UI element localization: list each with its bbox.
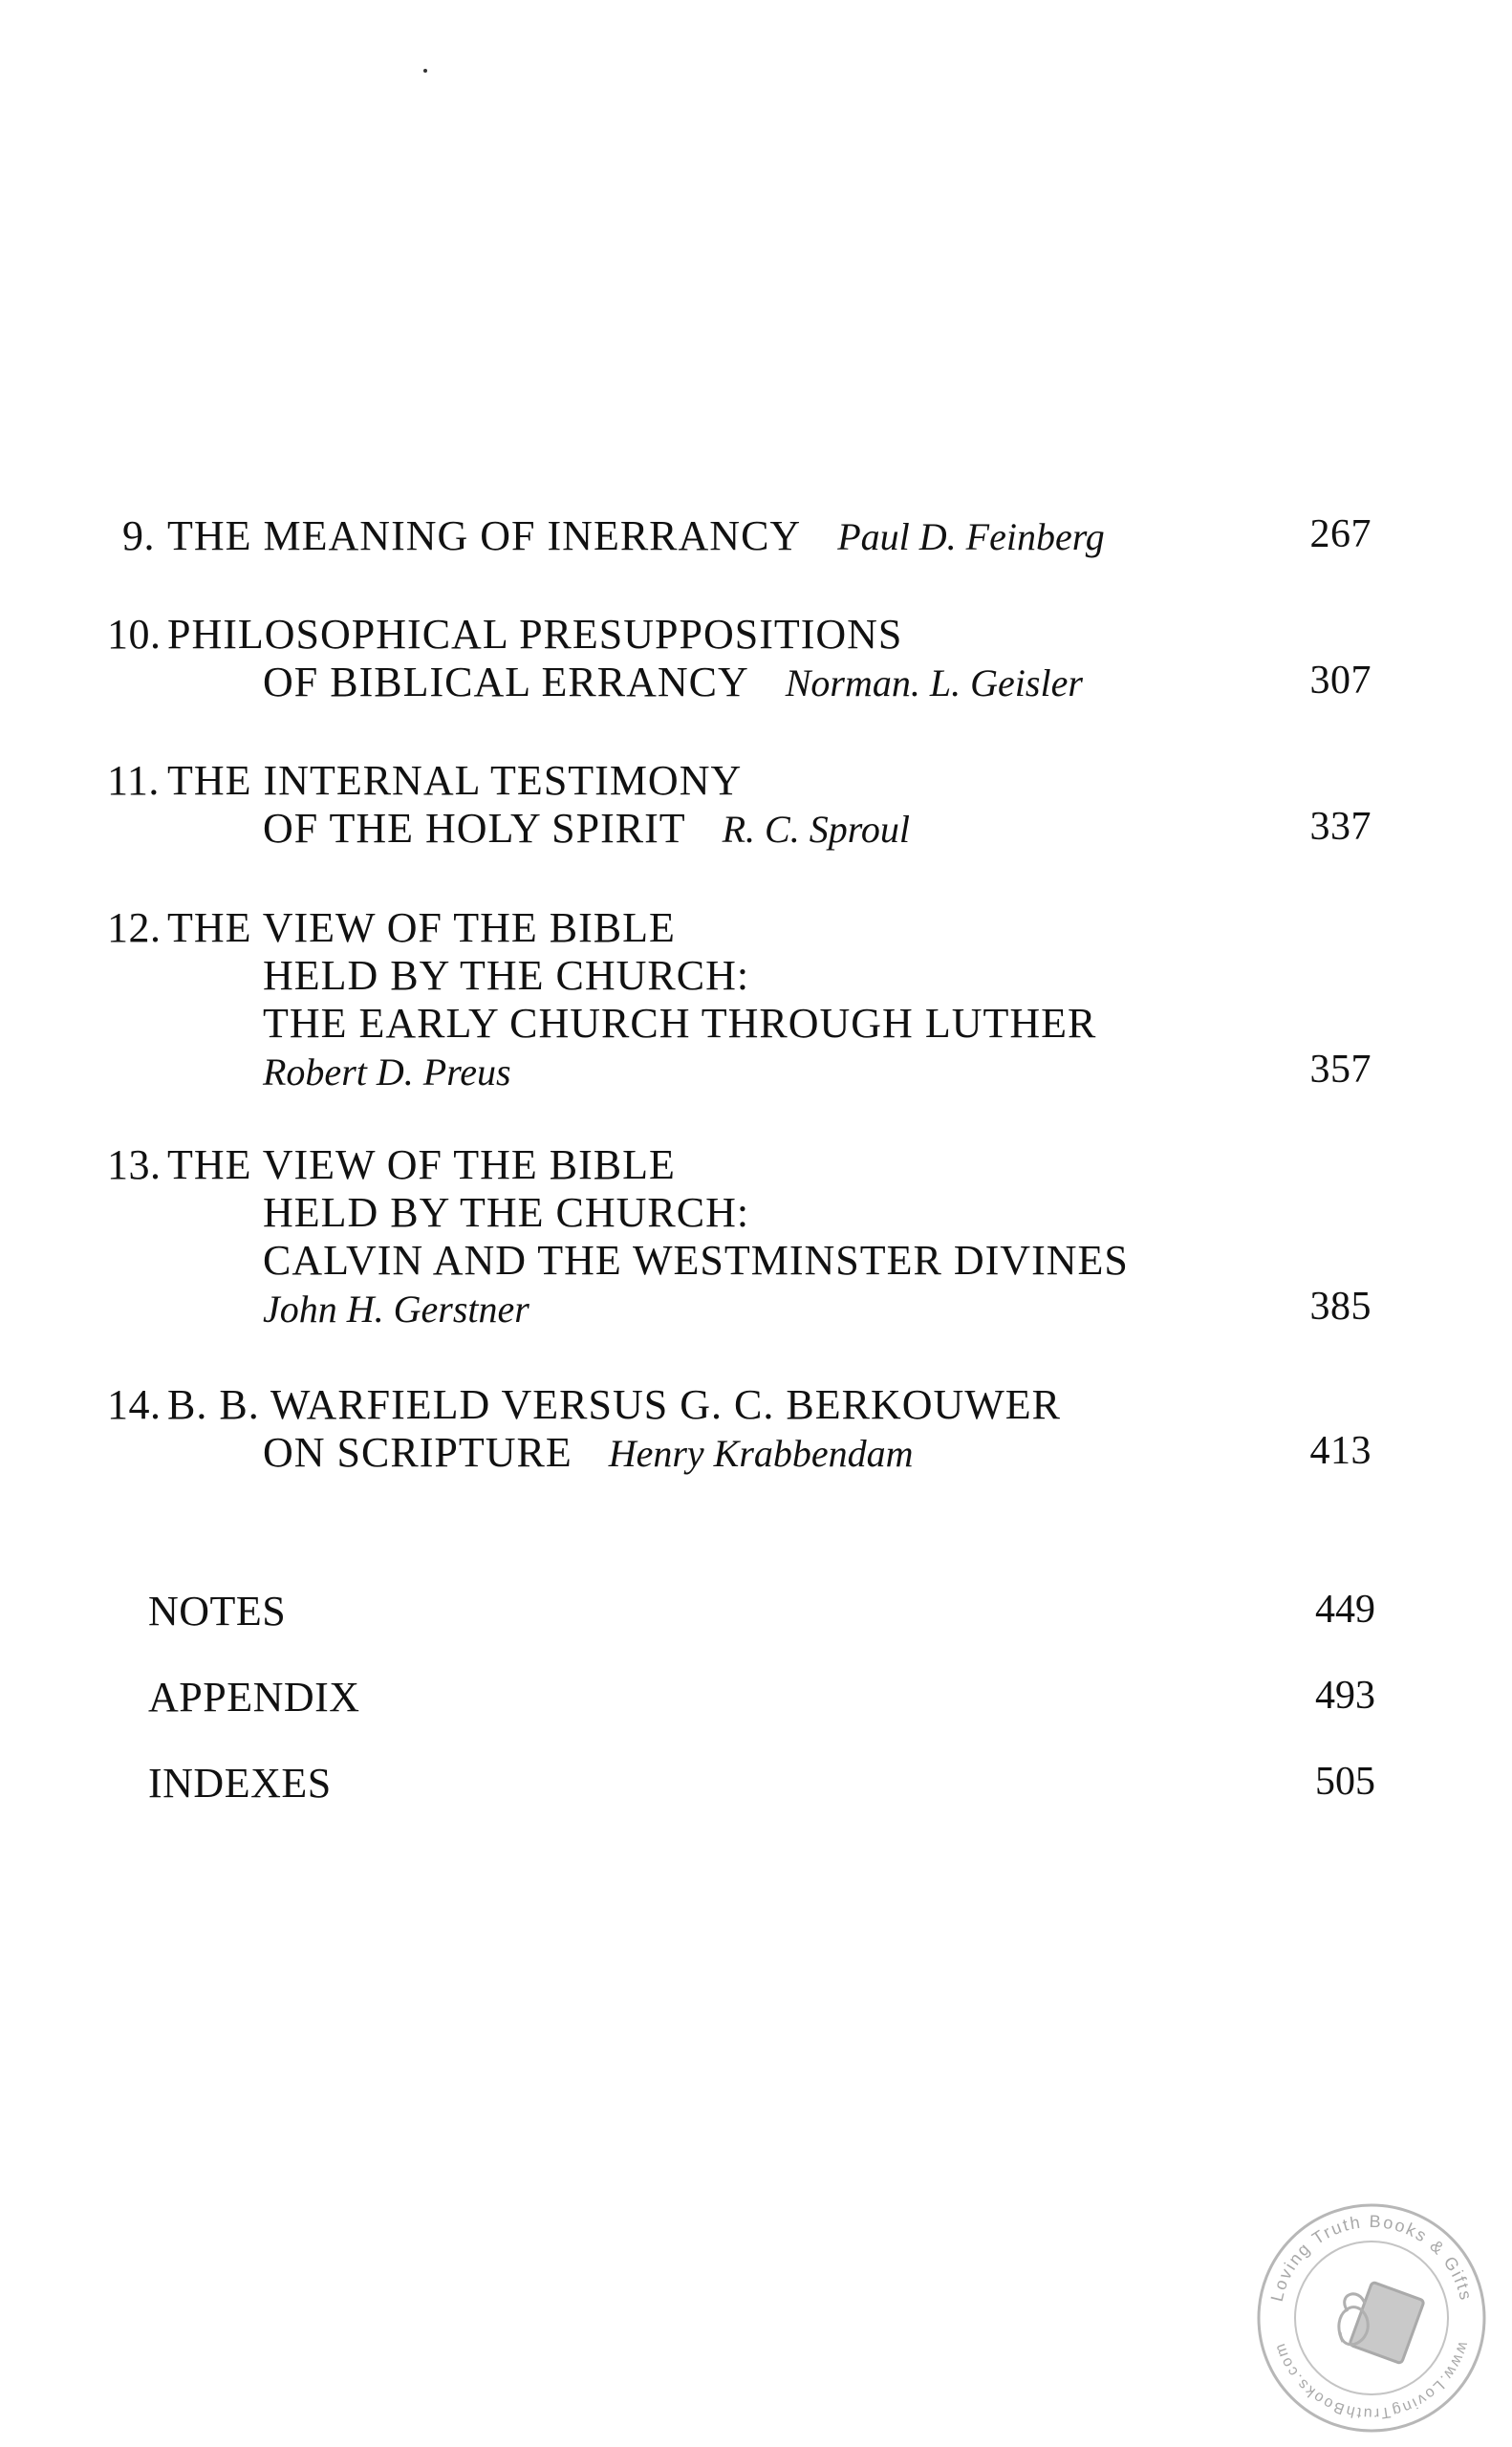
chapter-title-line <box>263 658 1083 706</box>
chapter-page-number: 413 <box>1309 1429 1372 1473</box>
chapter-author: R. C. Sproul <box>722 808 910 851</box>
back-matter-label: APPENDIX <box>148 1674 360 1721</box>
chapter-title-text: THE MEANING OF INERRANCY <box>167 512 802 559</box>
chapter-page-number: 337 <box>1309 805 1372 849</box>
chapter-title-line: THE VIEW OF THE BIBLE <box>167 904 676 951</box>
chapter-title-line: THE INTERNAL TESTIMONY <box>167 757 743 804</box>
chapter-author: Robert D. Preus <box>263 1050 511 1094</box>
chapter-number: 11. <box>107 757 160 804</box>
back-matter-page: 449 <box>1315 1588 1375 1632</box>
back-matter-page: 493 <box>1315 1674 1375 1718</box>
chapter-title-line: THE EARLY CHURCH THROUGH LUTHER <box>263 1000 1097 1047</box>
chapter-title-line: THE VIEW OF THE BIBLE <box>167 1141 676 1188</box>
chapter-page-number: 267 <box>1309 512 1372 556</box>
chapter-author: Norman. L. Geisler <box>785 661 1083 704</box>
chapter-author-line <box>263 1284 529 1332</box>
chapter-title-line: HELD BY THE CHURCH: <box>263 1189 750 1236</box>
speck <box>423 69 427 73</box>
back-matter-page: 505 <box>1315 1760 1375 1804</box>
chapter-author: Paul D. Feinberg <box>837 515 1105 558</box>
chapter-page-number: 385 <box>1309 1285 1372 1329</box>
gift-book-icon <box>1339 2282 1424 2364</box>
chapter-number: 9. <box>122 512 155 559</box>
back-matter-label: NOTES <box>148 1588 287 1635</box>
chapter-author-line <box>263 1047 511 1095</box>
chapter-number: 14. <box>107 1381 162 1428</box>
chapter-author: John H. Gerstner <box>263 1288 529 1331</box>
stamp-top-text: Loving Truth Books & Gifts <box>1266 2211 1477 2304</box>
back-matter-label: INDEXES <box>148 1760 332 1807</box>
chapter-title-line: PHILOSOPHICAL PRESUPPOSITIONS <box>167 611 903 658</box>
chapter-title-line <box>263 1428 914 1477</box>
stamp-side-text: www.LovingTruthBooks.com <box>1271 2339 1472 2422</box>
chapter-author: Henry Krabbendam <box>608 1432 914 1475</box>
chapter-title-line <box>263 804 910 853</box>
chapter-number: 12. <box>107 904 162 951</box>
chapter-title-text: OF BIBLICAL ERRANCY <box>263 659 749 705</box>
watermark-stamp <box>1252 2198 1491 2437</box>
chapter-page-number: 307 <box>1309 659 1372 703</box>
chapter-number: 10. <box>107 611 162 658</box>
chapter-title-line: CALVIN AND THE WESTMINSTER DIVINES <box>263 1237 1129 1284</box>
chapter-title-line: B. B. WARFIELD VERSUS G. C. BERKOUWER <box>167 1381 1062 1428</box>
chapter-number: 13. <box>107 1141 162 1188</box>
chapter-title-text: OF THE HOLY SPIRIT <box>263 805 686 852</box>
chapter-title-text: ON SCRIPTURE <box>263 1429 572 1476</box>
chapter-title-line: HELD BY THE CHURCH: <box>263 952 750 999</box>
chapter-title-line <box>167 511 1105 560</box>
chapter-page-number: 357 <box>1309 1048 1372 1092</box>
